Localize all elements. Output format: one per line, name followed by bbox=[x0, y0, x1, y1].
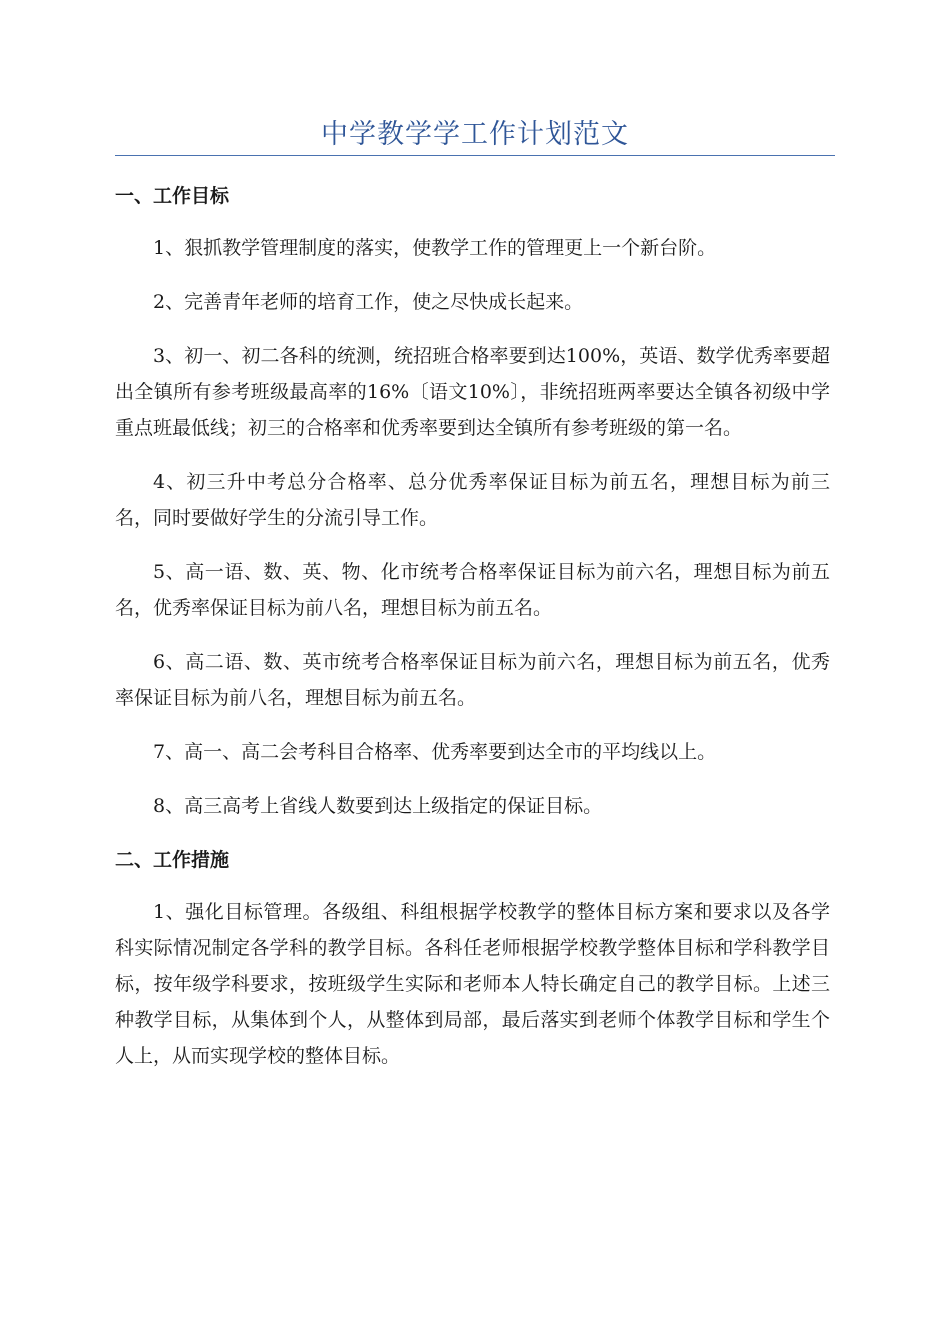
goal-paragraph-6: 6、高二语、数、英市统考合格率保证目标为前六名，理想目标为前五名，优秀率保证目标为前八名，理想目标为前五名。 bbox=[115, 651, 830, 709]
goal-paragraph-4: 4、初三升中考总分合格率、总分优秀率保证目标为前五名，理想目标为前三名，同时要做好学生的分流引导工作。 bbox=[115, 471, 830, 529]
goal-paragraph-8: 8、高三高考上省线人数要到达上级指定的保证目标。 bbox=[153, 795, 603, 817]
goal-paragraph-3: 3、初一、初二各科的统测，统招班合格率要到达100%，英语、数学优秀率要超出全镇所有参考班级最高率的16%〔语文10%〕，非统招班两率要达全镇各初级中学重点班最低线；初三的合格率和优秀率要到达全镇所有参考班级的第一名。 bbox=[115, 345, 830, 439]
goal-paragraph-1: 1、狠抓教学管理制度的落实，使教学工作的管理更上一个新台阶。 bbox=[153, 237, 717, 259]
document-title: 中学教学学工作计划范文 bbox=[321, 119, 629, 150]
goal-paragraph-7: 7、高一、高二会考科目合格率、优秀率要到达全市的平均线以上。 bbox=[153, 741, 717, 763]
document-body bbox=[115, 178, 830, 1092]
title-underline bbox=[115, 155, 835, 156]
measure-paragraph-1: 1、强化目标管理。各级组、科组根据学校教学的整体目标方案和要求以及各学科实际情况制定各学科的教学目标。各科任老师根据学校教学整体目标和学科教学目标，按年级学科要求，按班级学生实际和老师本人特长确定自己的教学目标。上述三种教学目标，从集体到个人，从整体到局部，最后落实到老师个体教学目标和学生个人上，从而实现学校的整体目标。 bbox=[115, 901, 830, 1067]
section-heading-goals: 一、工作目标 bbox=[115, 185, 230, 207]
goal-paragraph-2: 2、完善青年老师的培育工作，使之尽快成长起来。 bbox=[153, 291, 584, 313]
goal-paragraph-5: 5、高一语、数、英、物、化市统考合格率保证目标为前六名，理想目标为前五名，优秀率保证目标为前八名，理想目标为前五名。 bbox=[115, 561, 830, 619]
section-heading-measures: 二、工作措施 bbox=[115, 849, 230, 871]
